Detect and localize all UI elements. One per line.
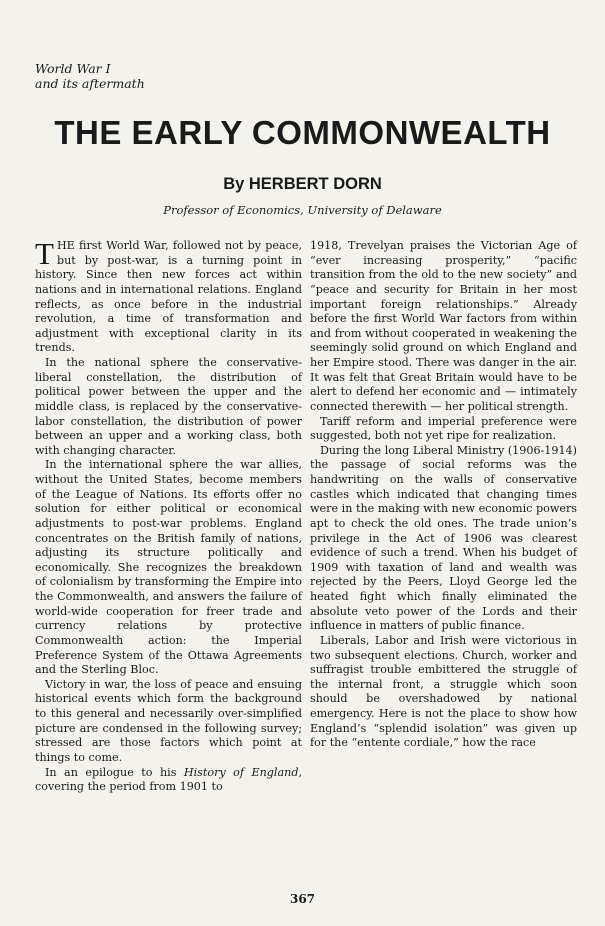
- paragraph: In the international sphere the war allies, without the United States, become members of the League of Nations. Its efforts offer no solution for either political or economical adjustments to post-war problems. England concentrates on the British family of nations, adjusting its structure politically and economically. She recognizes the breakdown of colonialism by transforming the Empire into the Commonwealth, and answers the failure of world-wide cooperation for freer trade and currency relations by protective Commonwealth action: the Imperial Preference System of the Ottawa Agreements and the Sterling Bloc.: [35, 458, 302, 677]
- paragraph: [35, 236, 302, 356]
- left-column: [35, 236, 302, 795]
- page-number: 367: [289, 892, 316, 906]
- right-column: [310, 239, 577, 751]
- paragraph: [35, 766, 302, 795]
- book-title: History of England: [183, 765, 299, 779]
- paragraph-text: , covering the period from 1901 to: [35, 765, 302, 794]
- paragraph: Liberals, Labor and Irish were victorious in two subsequent elections. Church, worker and suffragist trouble embittered the struggle of the internal front, a struggle which soon should be overshadowed by national emergency. Here is not the place to show how England’s “splendid isolation” was given up for the “entente cordiale,” how the race: [310, 633, 577, 750]
- paragraph: Victory in war, the loss of peace and ensuing historical events which form the background to this general and necessarily over-simplified picture are condensed in the following survey; stressed are those factors which point at things to come.: [35, 677, 302, 764]
- paragraph-text: In an epilogue to his: [45, 765, 184, 779]
- paragraph: 1918, Trevelyan praises the Victorian Age of “ever increasing prosperity,” “pacific transition from the old to the new society” and “peace and security for Britain in her most important foreign relationships.” Already before the first World War factors from within and from without cooperated in weakening the seemingly solid ground on which England and her Empire stood. There was danger in the air. It was felt that Great Britain would have to be alert to defend her economic and — intimately connected therewith — her political strength.: [310, 239, 577, 413]
- article-title: THE EARLY COMMONWEALTH: [54, 114, 551, 151]
- paragraph: Tariff reform and imperial preference were suggested, both not yet ripe for realization.: [310, 414, 577, 443]
- series-line-1: World War I: [35, 61, 111, 76]
- series-line-2: and its aftermath: [35, 76, 145, 91]
- paragraph-text: HE first World War, followed not by peace, but by post-war, is a turning point in history. Since then new forces act within nations and in international relations. England reflects, as once before in the industrial revolution, a time of transformation and adjustment with exceptional clarity in its trends.: [35, 239, 302, 355]
- paragraph: In the national sphere the conservative-liberal constellation, the distribution of political power between the upper and the middle class, is replaced by the conservative-labor constellation, the distribution of power between an upper and a working class, both with changing character.: [35, 356, 302, 457]
- article-byline: By HERBERT DORN: [223, 175, 382, 193]
- paragraph: During the long Liberal Ministry (1906-1914) the passage of social reforms was the handwriting on the walls of conservative castles which indicated that changing times were in the making with new economic powers apt to check the old ones. The trade union’s privilege in the Act of 1906 was clearest evidence of such a trend. When his budget of 1909 with taxation of land and wealth was rejected by the Peers, Lloyd George led the heated fight which finally eliminated the absolute veto power of the Lords and their influence in matters of public finance.: [310, 443, 577, 633]
- series-heading: [35, 61, 145, 91]
- author-affiliation: Professor of Economics, University of Delaware: [163, 203, 442, 217]
- drop-cap: T: [35, 236, 54, 271]
